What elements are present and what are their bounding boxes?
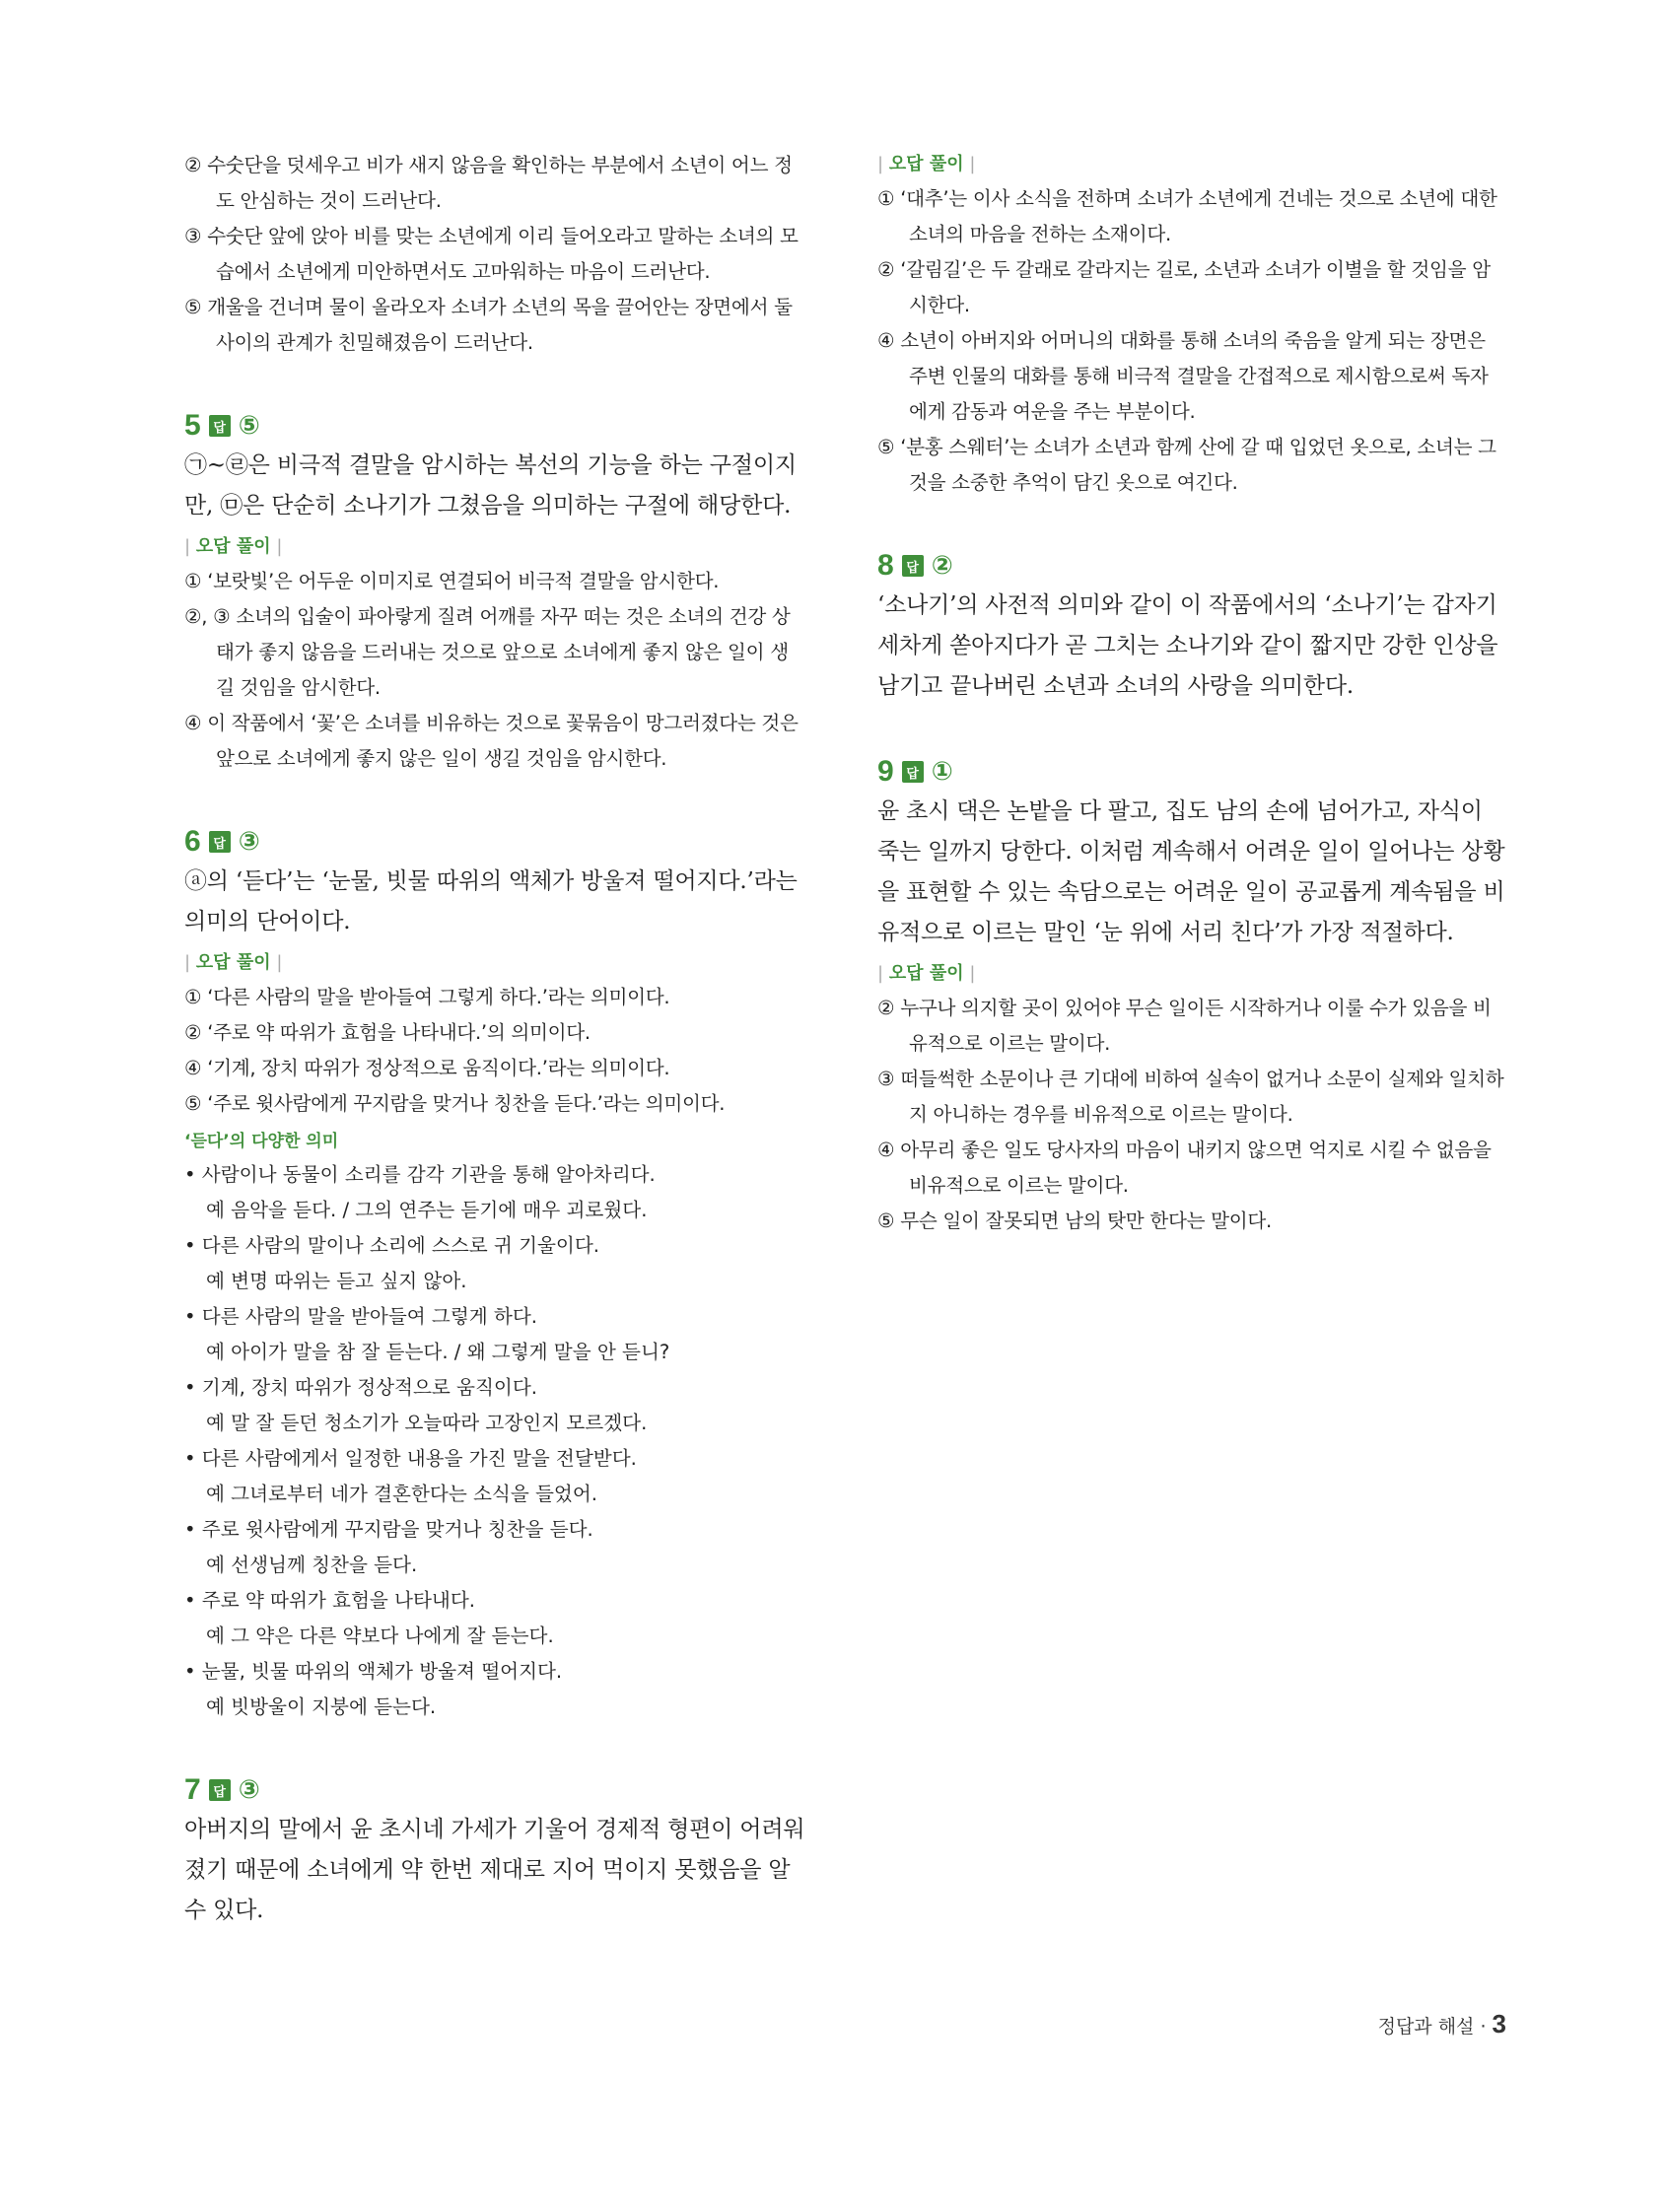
- question-5-header: [184, 406, 805, 446]
- meaning-item: • 다른 사람의 말이나 소리에 스스로 귀 기울이다.: [184, 1234, 600, 1257]
- meaning-item: • 다른 사람에게서 일정한 내용을 가진 말을 전달받다.: [184, 1447, 637, 1470]
- list-item: ① ‘보랏빛’은 어두운 이미지로 연결되어 비극적 결말을 암시한다.: [184, 570, 720, 592]
- question-number: 9: [877, 755, 894, 788]
- answer-badge: 답: [209, 415, 231, 437]
- meaning-item: • 주로 약 따위가 효험을 나타내다.: [184, 1589, 475, 1612]
- page-number: 3: [1492, 2009, 1506, 2039]
- answer-badge: 답: [902, 761, 924, 783]
- explanation-text: ⓐ의 ‘듣다’는 ‘눈물, 빗물 따위의 액체가 방울져 떨어지다.’라는 의미의 단어이다.: [184, 868, 798, 934]
- explanation-text: ‘소나기’의 사전적 의미와 같이 이 작품에서의 ‘소나기’는 갑자기 세차게 쏟아지다가 곧 그치는 소나기와 같이 짧지만 강한 인상을 남기고 끝나버린 소년과 소녀의 사랑을 의미한다.: [877, 592, 1498, 699]
- list-item: ③ 수숫단 앞에 앉아 비를 맞는 소년에게 이리 들어오라고 말하는 소녀의 모습에서 소년에게 미안하면서도 고마워하는 마음이 드러난다.: [184, 225, 799, 283]
- wrong-answer-label: | 오답 풀이 |: [877, 154, 976, 174]
- intro-list: [184, 148, 805, 361]
- example-item: 예 빗방울이 지붕에 듣는다.: [206, 1695, 437, 1718]
- explanation-text: 윤 초시 댁은 논밭을 다 팔고, 집도 남의 손에 넘어가고, 자식이 죽는 일까지 당한다. 이처럼 계속해서 어려운 일이 일어나는 상황을 표현할 수 있는 속담으로는 어려운 일이 공교롭게 계속됨을 비유적으로 이르는 말인 ‘눈 위에 서리 친다’가 가장 적절하다.: [877, 798, 1505, 945]
- list-item: ② 누구나 의지할 곳이 있어야 무슨 일이든 시작하거나 이룰 수가 있음을 비유적으로 이르는 말이다.: [877, 997, 1492, 1055]
- example-item: 예 그녀로부터 네가 결혼한다는 소식을 들었어.: [206, 1483, 597, 1505]
- answer-choice: ③: [238, 827, 260, 857]
- list-item: ② ‘갈림길’은 두 갈래로 갈라지는 길로, 소년과 소녀가 이별을 할 것임을 암시한다.: [877, 258, 1491, 316]
- answer-badge: 답: [902, 555, 924, 577]
- answer-badge: 답: [209, 1779, 231, 1801]
- list-item: ④ 이 작품에서 ‘꽃’은 소녀를 비유하는 것으로 꽃묶음이 망그러졌다는 것은 앞으로 소녀에게 좋지 않은 일이 생길 것임을 암시한다.: [184, 712, 799, 770]
- question-9-header: [877, 752, 1505, 792]
- wrong-answer-label: | 오답 풀이 |: [877, 963, 976, 984]
- example-item: 예 말 잘 듣던 청소기가 오늘따라 고장인지 모르겠다.: [206, 1412, 648, 1434]
- answer-choice: ①: [931, 757, 953, 787]
- answer-badge: 답: [209, 831, 231, 853]
- answer-choice: ②: [931, 551, 953, 581]
- example-item: 예 아이가 말을 참 잘 듣는다. / 왜 그렇게 말을 안 듣니?: [206, 1341, 670, 1363]
- question-number: 8: [877, 549, 894, 582]
- question-number: 7: [184, 1773, 201, 1806]
- example-item: 예 선생님께 칭찬을 듣다.: [206, 1554, 418, 1576]
- meaning-item: • 다른 사람의 말을 받아들여 그렇게 하다.: [184, 1305, 537, 1328]
- list-item: ⑤ 무슨 일이 잘못되면 남의 탓만 한다는 말이다.: [877, 1210, 1272, 1232]
- list-item: ⑤ ‘주로 윗사람에게 꾸지람을 맞거나 칭찬을 듣다.’라는 의미이다.: [184, 1092, 726, 1115]
- answer-choice: ⑤: [238, 411, 260, 441]
- list-item: ④ 소년이 아버지와 어머니의 대화를 통해 소녀의 죽음을 알게 되는 장면은 주변 인물의 대화를 통해 비극적 결말을 간접적으로 제시함으로써 독자에게 감동과 여운을 주는 부분이다.: [877, 329, 1489, 423]
- list-item: ② ‘주로 약 따위가 효험을 나타내다.’의 의미이다.: [184, 1021, 591, 1044]
- list-item: ① ‘다른 사람의 말을 받아들여 그렇게 하다.’라는 의미이다.: [184, 986, 670, 1008]
- example-item: 예 그 약은 다른 약보다 나에게 잘 듣는다.: [206, 1624, 554, 1647]
- page-footer: [1378, 2009, 1506, 2039]
- list-item: ② 수숫단을 덧세우고 비가 새지 않음을 확인하는 부분에서 소년이 어느 정도 안심하는 것이 드러난다.: [184, 154, 793, 212]
- meanings-list: [184, 1157, 805, 1725]
- list-item: ⑤ 개울을 건너며 물이 올라오자 소녀가 소년의 목을 끌어안는 장면에서 둘 사이의 관계가 친밀해졌음이 드러난다.: [184, 296, 793, 354]
- question-8-header: [877, 546, 1505, 586]
- answer-choice: ③: [238, 1775, 260, 1805]
- meanings-title: ‘듣다’의 다양한 의미: [184, 1132, 339, 1151]
- left-column: [184, 148, 805, 1931]
- question-number: 6: [184, 825, 201, 858]
- explanation-text: ㉠~㉣은 비극적 결말을 암시하는 복선의 기능을 하는 구절이지만, ㉤은 단순히 소나기가 그쳤음을 의미하는 구절에 해당한다.: [184, 452, 797, 518]
- list-item: ① ‘대추’는 이사 소식을 전하며 소녀가 소년에게 건네는 것으로 소년에 대한 소녀의 마음을 전하는 소재이다.: [877, 187, 1497, 245]
- meaning-item: • 기계, 장치 따위가 정상적으로 움직이다.: [184, 1376, 537, 1399]
- list-item: ④ ‘기계, 장치 따위가 정상적으로 움직이다.’라는 의미이다.: [184, 1057, 670, 1079]
- list-item: ⑤ ‘분홍 스웨터’는 소녀가 소년과 함께 산에 갈 때 입었던 옷으로, 소녀는 그것을 소중한 추억이 담긴 옷으로 여긴다.: [877, 436, 1496, 494]
- example-item: 예 음악을 듣다. / 그의 연주는 듣기에 매우 괴로웠다.: [206, 1199, 648, 1221]
- meaning-item: • 사람이나 동물이 소리를 감각 기관을 통해 알아차리다.: [184, 1163, 656, 1186]
- list-item: ③ 떠들썩한 소문이나 큰 기대에 비하여 실속이 없거나 소문이 실제와 일치하지 아니하는 경우를 비유적으로 이르는 말이다.: [877, 1068, 1504, 1126]
- meaning-item: • 눈물, 빗물 따위의 액체가 방울져 떨어지다.: [184, 1660, 563, 1683]
- question-number: 5: [184, 409, 201, 442]
- footer-label: 정답과 해설 ·: [1377, 2016, 1487, 2038]
- question-6-header: [184, 822, 805, 862]
- right-column: [877, 148, 1505, 1239]
- question-7-header: [184, 1770, 805, 1810]
- list-item: ②, ③ 소녀의 입술이 파아랗게 질려 어깨를 자꾸 떠는 것은 소녀의 건강 상태가 좋지 않음을 드러내는 것으로 앞으로 소녀에게 좋지 않은 일이 생길 것임을 암시한다.: [184, 605, 791, 699]
- example-item: 예 변명 따위는 듣고 싶지 않아.: [206, 1270, 467, 1292]
- meaning-item: • 주로 윗사람에게 꾸지람을 맞거나 칭찬을 듣다.: [184, 1518, 593, 1541]
- list-item: ④ 아무리 좋은 일도 당사자의 마음이 내키지 않으면 억지로 시킬 수 없음을 비유적으로 이르는 말이다.: [877, 1139, 1492, 1197]
- explanation-text: 아버지의 말에서 윤 초시네 가세가 기울어 경제적 형편이 어려워졌기 때문에 소녀에게 약 한번 제대로 지어 먹이지 못했음을 알 수 있다.: [184, 1817, 805, 1923]
- wrong-answer-label: | 오답 풀이 |: [184, 536, 283, 557]
- wrong-answer-label: | 오답 풀이 |: [184, 952, 283, 973]
